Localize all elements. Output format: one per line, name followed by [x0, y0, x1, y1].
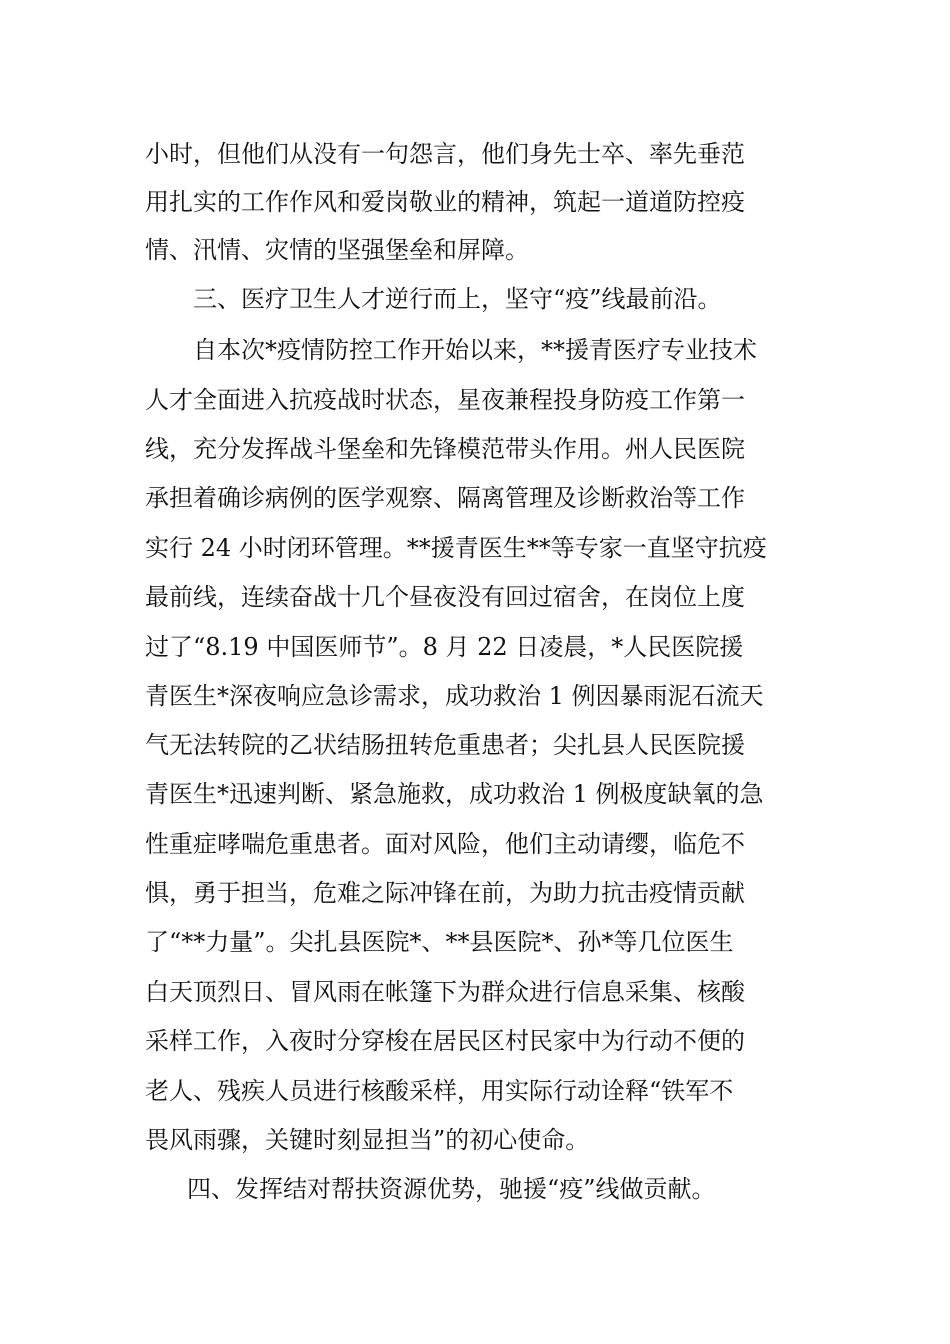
text-line: 小时，但他们从没有一句怨言，他们身先士卒、率先垂范 [145, 140, 745, 168]
text-line: 了“**力量”。尖扎县医院*、**县医院*、孙*等几位医生 [145, 928, 734, 956]
text-line: 青医生*迅速判断、紧急施救，成功救治 1 例极度缺氧的急 [145, 780, 764, 808]
text-line: 老人、残疾人员进行核酸采样，用实际行动诠释“铁军不 [145, 1077, 734, 1105]
text-line: 气无法转院的乙状结肠扭转危重患者；尖扎县人民医院援 [145, 731, 745, 759]
text-line: 承担着确诊病例的医学观察、隔离管理及诊断救治等工作 [145, 484, 745, 512]
text-line: 采样工作，入夜时分穿梭在居民区村民家中为行动不便的 [145, 1027, 745, 1055]
text-line: 过了“8.19 中国医师节”。8 月 22 日凌晨，*人民医院援 [145, 633, 744, 661]
text-line: 青医生*深夜响应急诊需求，成功救治 1 例因暴雨泥石流天 [145, 682, 764, 710]
text-line: 自本次*疫情防控工作开始以来，**援青医疗专业技术 [193, 336, 757, 364]
text-line: 用扎实的工作作风和爱岗敬业的精神，筑起一道道防控疫 [145, 188, 745, 216]
text-line: 最前线，连续奋战十几个昼夜没有回过宿舍，在岗位上度 [145, 583, 745, 611]
text-line: 实行 24 小时闭环管理。**援青医生**等专家一直坚守抗疫 [145, 534, 767, 562]
section-heading-4: 四、发挥结对帮扶资源优势，驰援“疫”线做贡献。 [187, 1175, 716, 1203]
text-line: 性重症哮喘危重患者。面对风险，他们主动请缨，临危不 [145, 830, 745, 858]
text-line: 情、汛情、灾情的坚强堡垒和屏障。 [145, 236, 529, 264]
section-heading-3: 三、医疗卫生人才逆行而上，坚守“疫”线最前沿。 [193, 285, 722, 313]
text-line: 线，充分发挥战斗堡垒和先锋模范带头作用。州人民医院 [145, 435, 745, 463]
text-line: 人才全面进入抗疫战时状态，星夜兼程投身防疫工作第一 [145, 386, 745, 414]
text-line: 惧，勇于担当，危难之际冲锋在前，为助力抗击疫情贡献 [145, 879, 745, 907]
text-line: 白天顶烈日、冒风雨在帐篷下为群众进行信息采集、核酸 [145, 978, 745, 1006]
text-line: 畏风雨骤，关键时刻显担当”的初心使命。 [145, 1126, 590, 1154]
